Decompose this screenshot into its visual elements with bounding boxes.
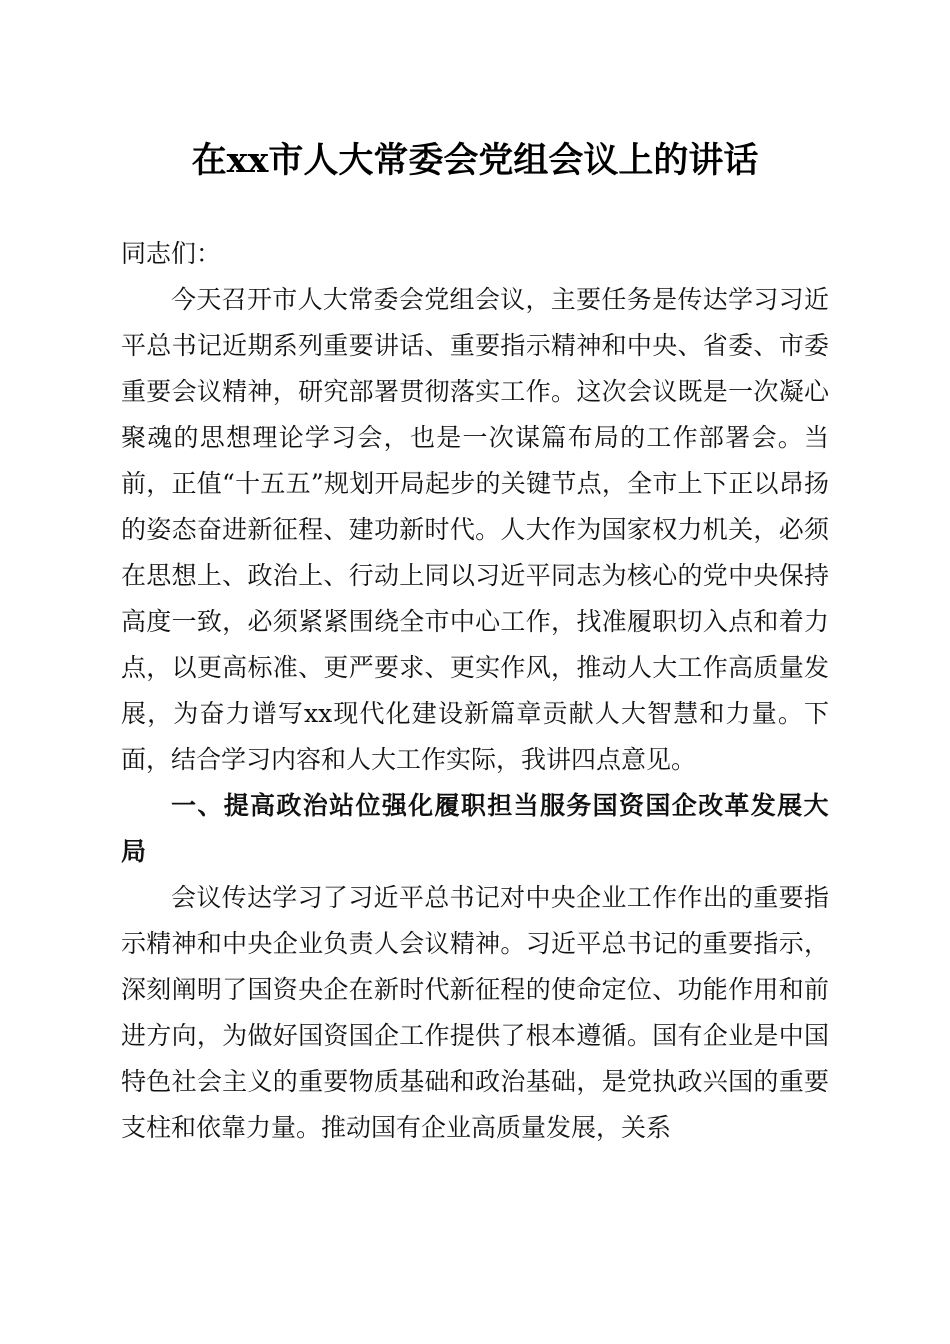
- paragraph-intro: 今天召开市人大常委会党组会议，主要任务是传达学习习近平总书记近期系列重要讲话、重要指示精神和中央、省委、市委重要会议精神，研究部署贯彻落实工作。这次会议既是一次凝心聚魂的思想理论学习会，也是一次谋篇布局的工作部署会。当前，正值“十五五”规划开局起步的关键节点，全市上下正以昂扬的姿态奋进新征程、建功新时代。人大作为国家权力机关，必须在思想上、政治上、行动上同以习近平同志为核心的党中央保持高度一致，必须紧紧围绕全市中心工作，找准履职切入点和着力点，以更高标准、更严要求、更实作风，推动人大工作高质量发展，为奋力谱写xx现代化建设新篇章贡献人大智慧和力量。下面，结合学习内容和人大工作实际，我讲四点意见。: [121, 285, 829, 774]
- salutation: 同志们：: [121, 239, 222, 268]
- section-heading-1: 一、提高政治站位强化履职担当服务国资国企改革发展大局: [121, 791, 829, 866]
- paragraph-section-1: 会议传达学习了习近平总书记对中央企业工作作出的重要指示精神和中央企业负责人会议精神。习近平总书记的重要指示，深刻阐明了国资央企在新时代新征程的使命定位、功能作用和前进方向，为做好国资国企工作提供了根本遵循。国有企业是中国特色社会主义的重要物质基础和政治基础，是党执政兴国的重要支柱和依靠力量。推动国有企业高质量发展，关系: [121, 883, 829, 1142]
- document-body: [121, 231, 829, 1151]
- document-title: 在xx市人大常委会党组会议上的讲话: [191, 140, 759, 181]
